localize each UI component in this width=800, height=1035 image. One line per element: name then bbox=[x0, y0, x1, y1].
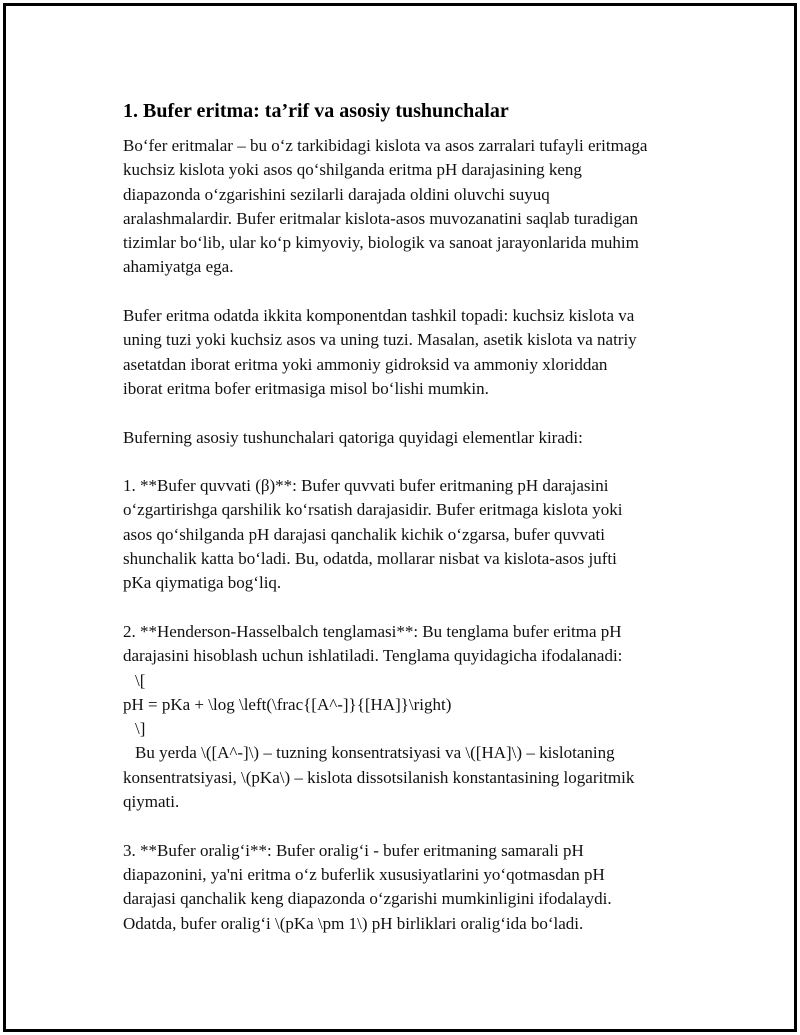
text-line: ahamiyatga ega. bbox=[123, 257, 234, 277]
text-line: iborat eritma bofer eritmasiga misol bo‘lishi mumkin. bbox=[123, 378, 489, 398]
text-line: diapazonda o‘zgarishini sezilarli darajada oldini oluvchi suyuq bbox=[123, 184, 550, 204]
list-item-buffer-capacity bbox=[123, 474, 703, 595]
text-line: Buferning asosiy tushunchalari qatoriga quyidagi elementlar kiradi: bbox=[123, 427, 583, 447]
equation-close: \] bbox=[135, 719, 146, 739]
text-line: Odatda, bufer oralig‘i \(pKa \pm 1\) pH birliklari oralig‘ida bo‘ladi. bbox=[123, 913, 584, 933]
section-heading: 1. Bufer eritma: ta’rif va asosiy tushunchalar bbox=[123, 100, 509, 122]
page-frame bbox=[3, 3, 797, 1032]
text-line: 2. **Henderson-Hasselbalch tenglamasi**: Bu tenglama bufer eritma pH bbox=[123, 621, 622, 641]
text-line: Bo‘fer eritmalar – bu o‘z tarkibidagi kislota va asos zarralari tufayli eritmaga bbox=[123, 136, 648, 155]
equation-open: \[ bbox=[135, 670, 146, 690]
list-item-buffer-range bbox=[123, 839, 703, 936]
text-line: asos qo‘shilganda pH darajasi qanchalik kichik o‘zgarsa, bufer quvvati bbox=[123, 524, 605, 544]
text-line: tizimlar bo‘lib, ular ko‘p kimyoviy, biologik va sanoat jarayonlarida muhim bbox=[123, 233, 639, 253]
text-line: darajasini hisoblash uchun ishlatiladi. Tenglama quyidagicha ifodalanadi: bbox=[123, 646, 623, 666]
paragraph-components bbox=[123, 304, 703, 401]
equation-body: pH = pKa + \log \left(\frac{[A^-]}{[HA]}\right) bbox=[123, 694, 452, 714]
text-line: uning tuzi yoki kuchsiz asos va uning tuzi. Masalan, asetik kislota va natriy bbox=[123, 330, 637, 350]
document-body bbox=[123, 98, 703, 960]
text-line: shunchalik katta bo‘ladi. Bu, odatda, mollarar nisbat va kislota-asos jufti bbox=[123, 549, 617, 569]
text-line: aralashmalardir. Bufer eritmalar kislota-asos muvozanatini saqlab turadigan bbox=[123, 208, 639, 228]
text-line: asetatdan iborat eritma yoki ammoniy gidroksid va ammoniy xloriddan bbox=[123, 354, 608, 374]
text-line: Bufer eritma odatda ikkita komponentdan tashkil topadi: kuchsiz kislota va bbox=[123, 306, 635, 326]
text-line: o‘zgartirishga qarshilik ko‘rsatish darajasidir. Bufer eritmaga kislota yoki bbox=[123, 500, 623, 520]
text-line: kuchsiz kislota yoki asos qo‘shilganda eritma pH darajasining keng bbox=[123, 160, 582, 180]
text-line: pKa qiymatiga bog‘liq. bbox=[123, 573, 282, 593]
text-line: konsentratsiyasi, \(pKa\) – kislota dissotsilanish konstantasining logaritmik bbox=[123, 767, 635, 787]
text-line: 3. **Bufer oralig‘i**: Bufer oralig‘i - bufer eritmaning samarali pH bbox=[123, 840, 584, 860]
text-line: darajasi qanchalik keng diapazonda o‘zgarishi mumkinligini ifodalaydi. bbox=[123, 889, 612, 909]
paragraph-definition bbox=[123, 134, 703, 280]
text-line: 1. **Bufer quvvati (β)**: Bufer quvvati bufer eritmaning pH darajasini bbox=[123, 476, 609, 496]
text-line: diapazonini, ya'ni eritma o‘z buferlik xususiyatlarini yo‘qotmasdan pH bbox=[123, 864, 605, 884]
list-item-henderson-hasselbalch bbox=[123, 620, 703, 814]
text-line: qiymati. bbox=[123, 792, 180, 812]
text-line: Bu yerda \([A^-]\) – tuzning konsentratsiyasi va \([HA]\) – kislotaning bbox=[135, 743, 615, 763]
paragraph-intro-list bbox=[123, 426, 703, 450]
